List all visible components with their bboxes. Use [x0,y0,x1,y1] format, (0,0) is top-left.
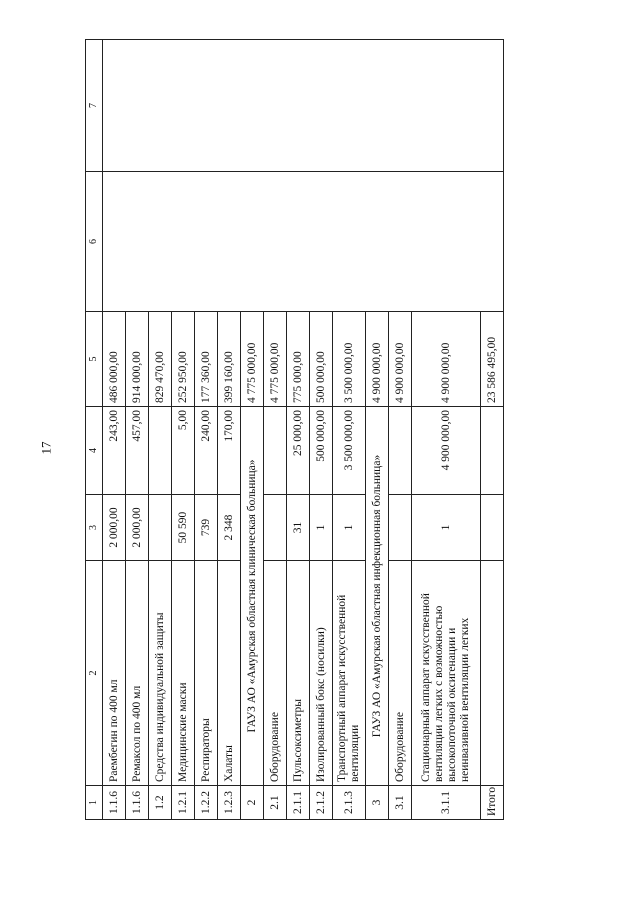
row-sum: 775 000,00 [287,312,310,407]
header-row [86,40,103,820]
row-quantity: 1 [412,495,481,561]
budget-table [85,39,504,820]
total-empty-cell [481,495,504,561]
header-cell: 6 [86,172,103,312]
row-name: Транспортный аппарат искусственной вентиляции [333,561,366,786]
row-sum: 486 000,00 [103,312,126,407]
row-number: 1.2 [149,786,172,820]
row-name: Оборудование [389,561,412,786]
group-sum: 4 775 000,00 [241,312,264,407]
row-number: 3.1.1 [412,786,481,820]
row-name: Средства индивидуальной защиты [149,561,172,786]
row-number: 1.1.6 [126,786,149,820]
row-price [149,407,172,495]
group-number: 3 [366,786,389,820]
row-sum: 177 360,00 [195,312,218,407]
row-quantity: 1 [333,495,366,561]
header-cell: 2 [86,561,103,786]
group-number: 2 [241,786,264,820]
row-name: Респираторы [195,561,218,786]
row-quantity: 739 [195,495,218,561]
row-name: Стационарный аппарат искусственной вентиляции легких с возможностью высокопоточной оксигенации и неинвазивной вентиляции легких [412,561,481,786]
total-empty-cell [481,407,504,495]
row-price [389,407,412,495]
row-number: 2.1.2 [310,786,333,820]
row-name: Изолированный бокс (носилки) [310,561,333,786]
row-number: 1.2.1 [172,786,195,820]
row-sum: 4 900 000,00 [389,312,412,407]
row-price [264,407,287,495]
column-6-empty [103,172,504,312]
row-number: 1.2.3 [218,786,241,820]
row-sum: 914 000,00 [126,312,149,407]
row-price: 3 500 000,00 [333,407,366,495]
header-cell: 5 [86,312,103,407]
row-sum: 4 775 000,00 [264,312,287,407]
row-sum: 252 950,00 [172,312,195,407]
row-sum: 399 160,00 [218,312,241,407]
total-sum: 23 586 495,00 [481,312,504,407]
row-price: 240,00 [195,407,218,495]
row-quantity: 2 348 [218,495,241,561]
total-label: Итого [481,786,504,820]
row-quantity [389,495,412,561]
header-cell: 7 [86,40,103,172]
row-quantity: 2 000,00 [126,495,149,561]
row-quantity [264,495,287,561]
row-price: 5,00 [172,407,195,495]
row-quantity: 50 590 [172,495,195,561]
row-sum: 3 500 000,00 [333,312,366,407]
group-name: ГАУЗ АО «Амурская областная клиническая больница» [241,407,264,786]
row-number: 2.1 [264,786,287,820]
group-name: ГАУЗ АО «Амурская областная инфекционная больница» [366,407,389,786]
row-name: Медицинские маски [172,561,195,786]
table-row [103,40,126,820]
row-price: 170,00 [218,407,241,495]
row-price: 243,00 [103,407,126,495]
row-quantity: 31 [287,495,310,561]
row-number: 1.2.2 [195,786,218,820]
row-sum: 4 900 000,00 [412,312,481,407]
row-number: 2.1.3 [333,786,366,820]
header-cell: 1 [86,786,103,820]
header-cell: 3 [86,495,103,561]
row-price: 25 000,00 [287,407,310,495]
row-price: 500 000,00 [310,407,333,495]
row-quantity: 1 [310,495,333,561]
row-name: Раембегин по 400 мл [103,561,126,786]
row-sum: 829 470,00 [149,312,172,407]
column-7-empty [103,40,504,172]
row-quantity [149,495,172,561]
row-name: Халаты [218,561,241,786]
row-price: 4 900 000,00 [412,407,481,495]
group-sum: 4 900 000,00 [366,312,389,407]
row-sum: 500 000,00 [310,312,333,407]
row-number: 2.1.1 [287,786,310,820]
row-number: 1.1.6 [103,786,126,820]
rotated-content [85,40,498,820]
header-cell: 4 [86,407,103,495]
row-price: 457,00 [126,407,149,495]
row-name: Пульсоксиметры [287,561,310,786]
row-quantity: 2 000,00 [103,495,126,561]
row-name: Ремаксол по 400 мл [126,561,149,786]
row-number: 3.1 [389,786,412,820]
table-rotation-frame [85,40,498,820]
total-empty-cell [481,561,504,786]
row-name: Оборудование [264,561,287,786]
page-number: 17 [38,441,54,455]
